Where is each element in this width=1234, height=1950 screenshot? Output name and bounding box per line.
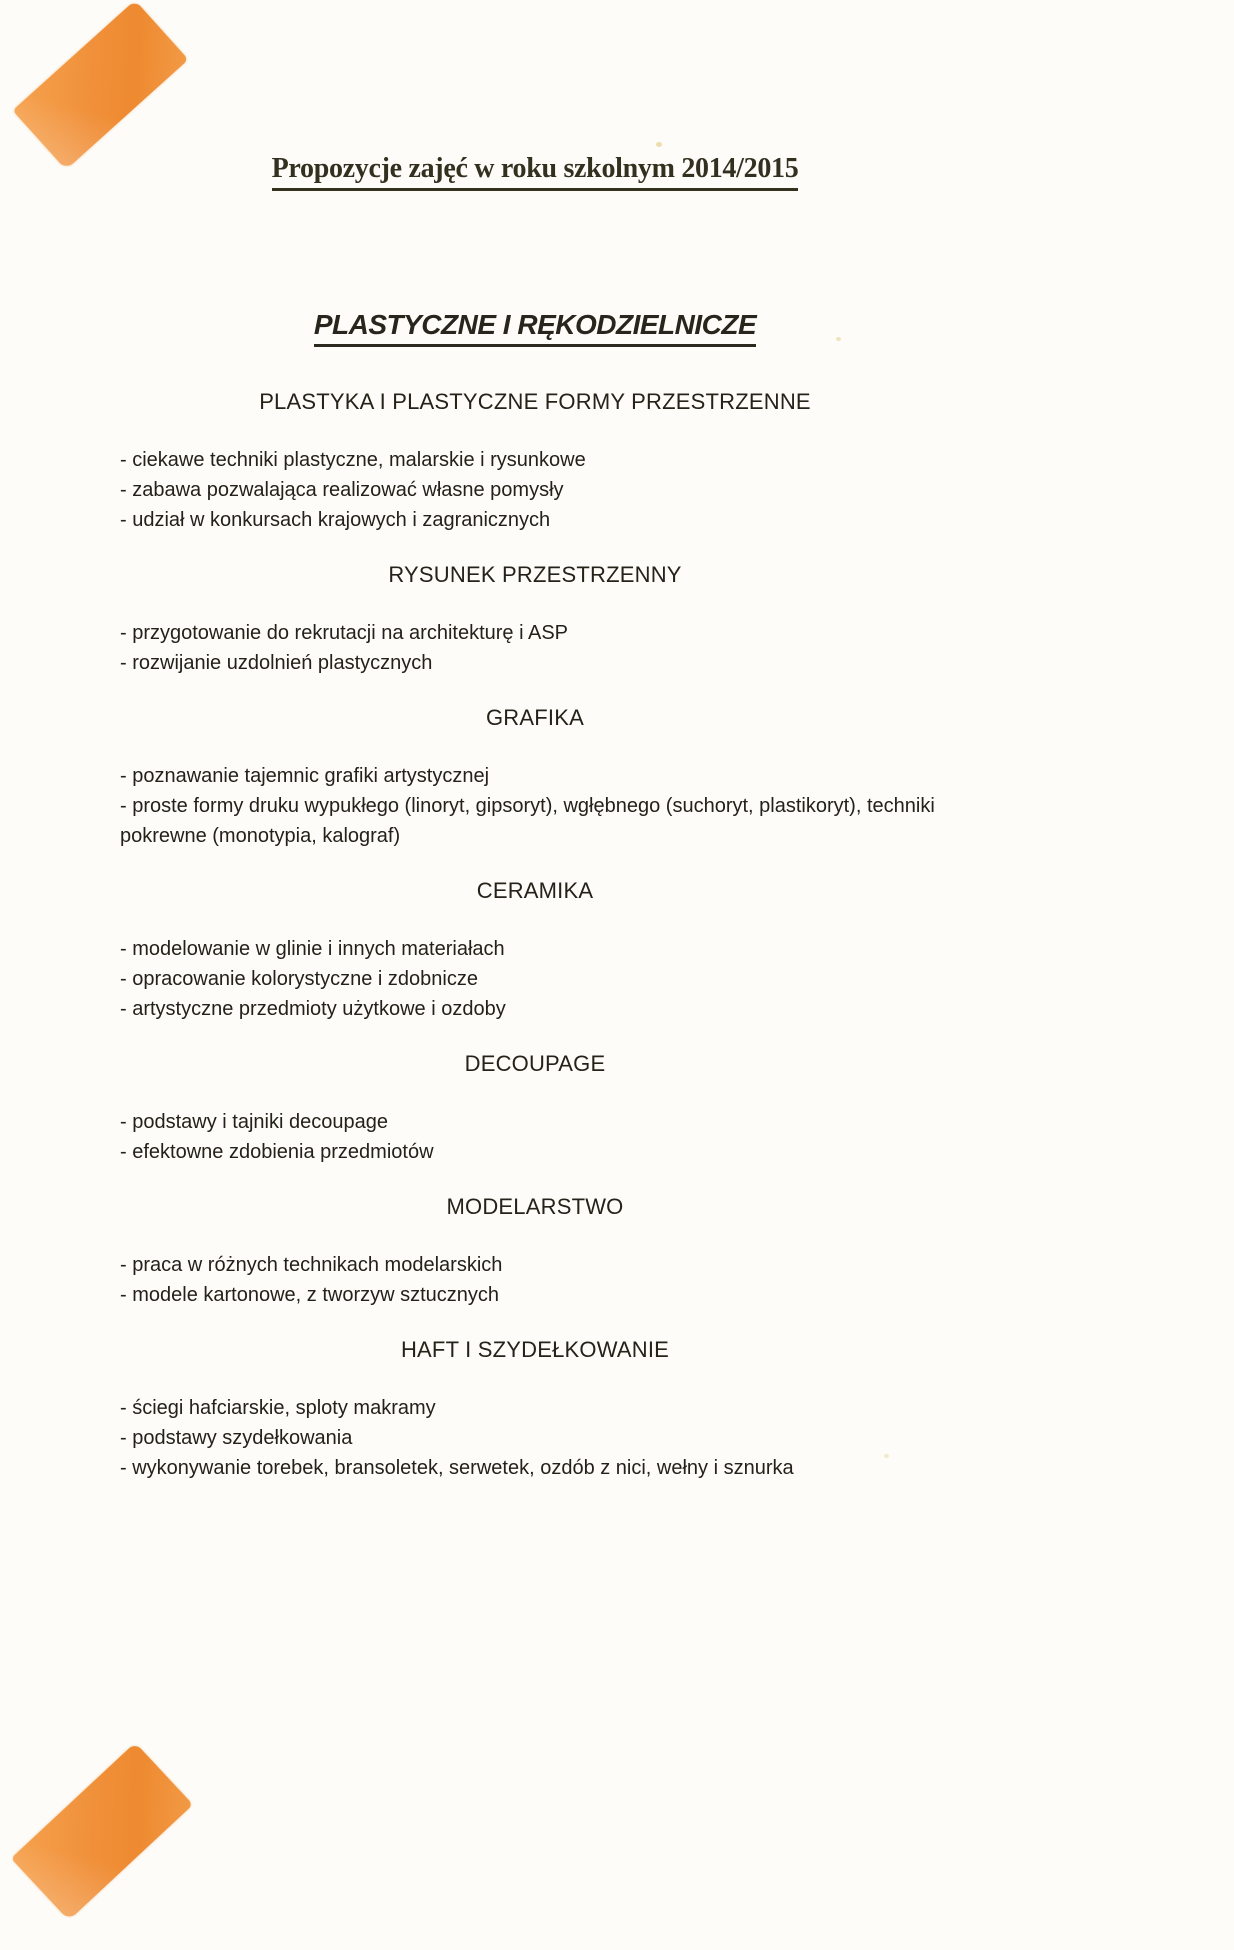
list-item: - efektowne zdobienia przedmiotów <box>120 1141 434 1163</box>
list-item: - proste formy druku wypukłego (linoryt, gipsoryt), wgłębnego (suchoryt, plastikoryt), techniki pokrewne (monotypia, kalograf) <box>120 795 935 847</box>
list-item: - opracowanie kolorystyczne i zdobnicze <box>120 968 478 990</box>
list-item: - ściegi hafciarskie, sploty makramy <box>120 1397 436 1419</box>
section-haft-i-szydelkowanie <box>120 1336 950 1483</box>
section-decoupage <box>120 1050 950 1167</box>
list-item: - podstawy szydełkowania <box>120 1427 353 1449</box>
title-row <box>120 152 950 191</box>
section-modelarstwo <box>120 1193 950 1310</box>
section-heading: GRAFIKA <box>486 705 584 730</box>
list-item: - przygotowanie do rekrutacji na architekturę i ASP <box>120 622 568 644</box>
section-heading: CERAMIKA <box>476 878 594 903</box>
section-heading: MODELARSTWO <box>446 1194 624 1219</box>
category-heading: PLASTYCZNE I RĘKODZIELNICZE <box>314 308 756 347</box>
category-row <box>120 308 950 347</box>
list-item: - podstawy i tajniki decoupage <box>120 1111 388 1133</box>
document-title: Propozycje zajęć w roku szkolnym 2014/2015 <box>272 152 799 191</box>
tape-strip-bottom <box>11 1742 193 1920</box>
section-ceramika <box>120 877 950 1024</box>
list-item: - praca w różnych technikach modelarskich <box>120 1254 503 1276</box>
list-item: - rozwijanie uzdolnień plastycznych <box>120 652 433 674</box>
list-item: - ciekawe techniki plastyczne, malarskie i rysunkowe <box>120 449 586 471</box>
section-rysunek-przestrzenny <box>120 561 950 678</box>
section-heading: RYSUNEK PRZESTRZENNY <box>388 562 682 587</box>
section-plastyka <box>120 388 950 535</box>
list-item: - udział w konkursach krajowych i zagranicznych <box>120 509 551 531</box>
section-grafika <box>120 704 950 851</box>
list-item: - modelowanie w glinie i innych materiałach <box>120 938 505 960</box>
list-item: - wykonywanie torebek, bransoletek, serwetek, ozdób z nici, wełny i sznurka <box>120 1457 794 1479</box>
section-heading: HAFT I SZYDEŁKOWANIE <box>400 1337 670 1362</box>
section-heading: PLASTYKA I PLASTYCZNE FORMY PRZESTRZENNE <box>259 389 811 414</box>
document-content <box>120 0 950 1483</box>
list-item: - zabawa pozwalająca realizować własne pomysły <box>120 479 564 501</box>
list-item: - modele kartonowe, z tworzyw sztucznych <box>120 1284 500 1306</box>
section-heading: DECOUPAGE <box>464 1051 606 1076</box>
list-item: - artystyczne przedmioty użytkowe i ozdoby <box>120 998 506 1020</box>
list-item: - poznawanie tajemnic grafiki artystycznej <box>120 765 490 787</box>
